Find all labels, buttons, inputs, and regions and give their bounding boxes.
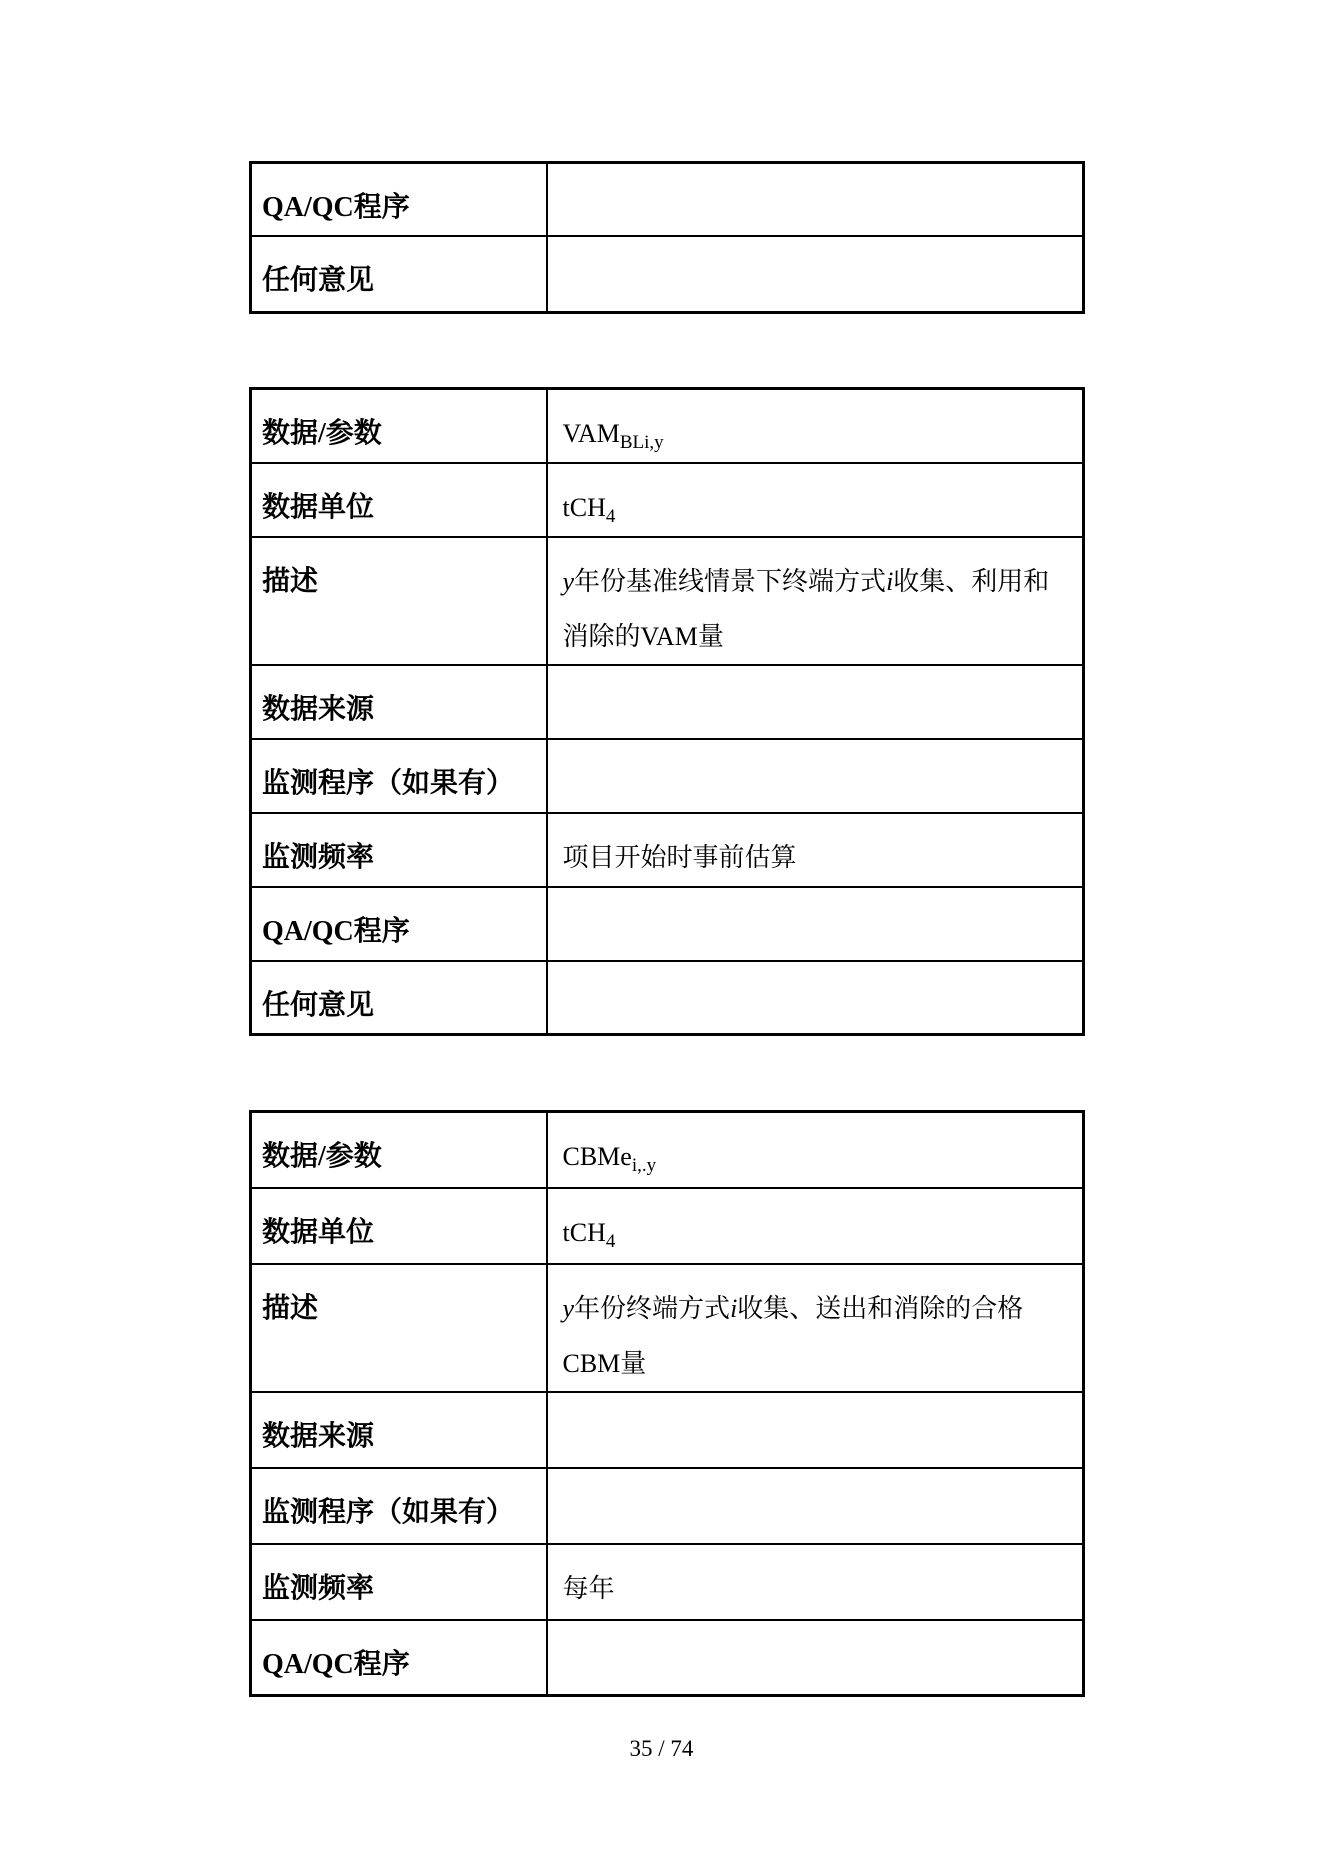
table-row-monitoring-frequency	[251, 1544, 1084, 1620]
row-label: 数据单位	[251, 463, 547, 537]
row-label: 数据单位	[251, 1188, 547, 1264]
row-label: 数据来源	[251, 665, 547, 739]
row-value: tCH$_4$	[547, 1188, 1084, 1264]
parameter-table-continued	[249, 161, 1085, 314]
table-row-monitoring-procedure	[251, 1468, 1084, 1544]
row-value	[547, 961, 1084, 1035]
row-label: 数据来源	[251, 1392, 547, 1468]
table-row-monitoring-frequency	[251, 813, 1084, 887]
row-label: 监测程序（如果有）	[251, 1468, 547, 1544]
table-row-data-parameter	[251, 1112, 1084, 1188]
table-row-monitoring-procedure	[251, 739, 1084, 813]
row-label: QA/QC程序	[251, 1620, 547, 1696]
table-row-comments	[251, 961, 1084, 1035]
row-label: 任何意见	[251, 236, 547, 312]
row-value: y年份终端方式i收集、送出和消除的合格CBM量	[547, 1264, 1084, 1392]
page-number: 35 / 74	[629, 1736, 694, 1761]
table-row-data-unit	[251, 463, 1084, 537]
table-row-comments	[251, 236, 1084, 312]
row-label: 监测频率	[251, 1544, 547, 1620]
table-row-data-unit	[251, 1188, 1084, 1264]
parameter-table-vam-baseline	[249, 387, 1085, 1036]
row-value	[547, 739, 1084, 813]
row-value: CBMe$_{i,.y}$	[547, 1112, 1084, 1188]
row-label: 监测频率	[251, 813, 547, 887]
row-value: $VAM_{BLi,y}$	[547, 389, 1084, 463]
row-label: QA/QC程序	[251, 163, 547, 237]
row-value	[547, 1392, 1084, 1468]
row-label: 描述	[251, 537, 547, 665]
row-label: 数据/参数	[251, 389, 547, 463]
row-value: 每年	[547, 1544, 1084, 1620]
parameter-table-cbme	[249, 1110, 1085, 1697]
row-value	[547, 665, 1084, 739]
row-label: 监测程序（如果有）	[251, 739, 547, 813]
table-row-data-source	[251, 1392, 1084, 1468]
row-value: 项目开始时事前估算	[547, 813, 1084, 887]
row-value: tCH$_4$	[547, 463, 1084, 537]
row-value	[547, 163, 1084, 237]
row-label: 数据/参数	[251, 1112, 547, 1188]
row-value	[547, 887, 1084, 961]
table-row-data-source	[251, 665, 1084, 739]
row-label: QA/QC程序	[251, 887, 547, 961]
row-value	[547, 236, 1084, 312]
table-row-qaqc	[251, 1620, 1084, 1696]
row-value	[547, 1620, 1084, 1696]
row-value: y年份基准线情景下终端方式i收集、利用和消除的VAM量	[547, 537, 1084, 665]
table-row-description	[251, 1264, 1084, 1392]
row-label: 描述	[251, 1264, 547, 1392]
table-row-description	[251, 537, 1084, 665]
row-value	[547, 1468, 1084, 1544]
row-label: 任何意见	[251, 961, 547, 1035]
table-row-qaqc	[251, 163, 1084, 237]
table-row-data-parameter	[251, 389, 1084, 463]
table-row-qaqc	[251, 887, 1084, 961]
